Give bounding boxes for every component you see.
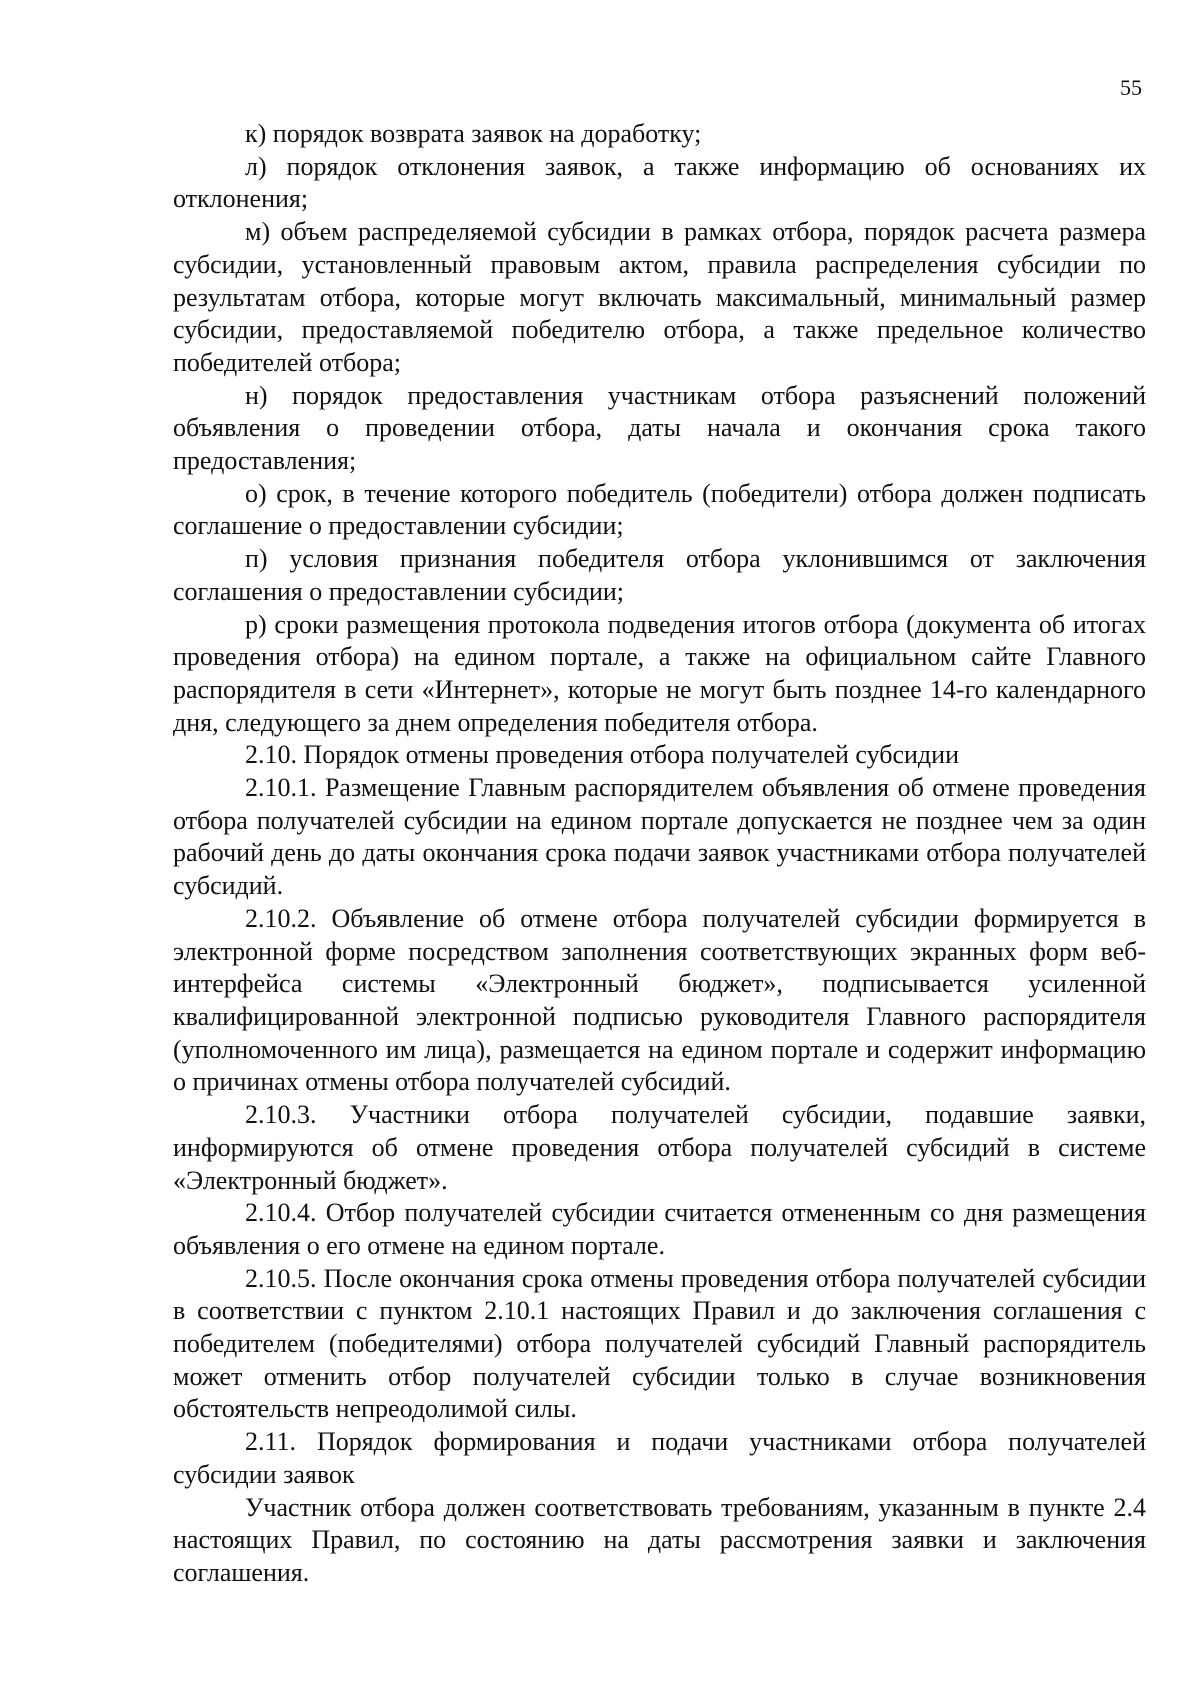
paragraph-2-10-5: 2.10.5. После окончания срока отмены проведения отбора получателей субсидии в соответствии с пунктом 2.10.1 настоящих Правил и до заключения соглашения с победителем (победителями) отбора получателей субсидий Главный распорядитель может отменить отбор получателей субсидии только в случае возникновения обстоятельств непреодолимой силы. (173, 1263, 1146, 1424)
paragraph-participant-requirements: Участник отбора должен соответствовать требованиям, указанным в пункте 2.4 настоящих Правил, по состоянию на даты рассмотрения заявки и заключения соглашения. (173, 1492, 1146, 1587)
paragraph-2-10-3: 2.10.3. Участники отбора получателей субсидии, подавшие заявки, информируются об отмене проведения отбора получателей субсидий в системе «Электронный бюджет». (173, 1100, 1146, 1195)
paragraph-p: п) условия признания победителя отбора уклонившимся от заключения соглашения о предоставлении субсидии; (173, 544, 1146, 606)
paragraph-2-10-1: 2.10.1. Размещение Главным распорядителем объявления об отмене проведения отбора получателей субсидии на едином портале допускается не позднее чем за один рабочий день до даты окончания срока подачи заявок участниками отбора получателей субсидий. (173, 773, 1146, 901)
paragraph-m: м) объем распределяемой субсидии в рамках отбора, порядок расчета размера субсидии, установленный правовым актом, правила распределения субсидии по результатам отбора, которые могут включать максимальный, минимальный размер субсидии, предоставляемой победителю отбора, а также предельное количество победителей отбора; (173, 217, 1146, 377)
paragraph-k: к) порядок возврата заявок на доработку; (245, 119, 702, 148)
section-heading-2-10: 2.10. Порядок отмены проведения отбора получателей субсидии (245, 740, 959, 770)
paragraph-l: л) порядок отклонения заявок, а также информацию об основаниях их отклонения; (173, 151, 1146, 214)
paragraph-n: н) порядок предоставления участникам отбора разъяснений положений объявления о проведении отбора, даты начала и окончания срока такого предоставления; (173, 380, 1146, 476)
document-body (173, 118, 1146, 1590)
section-heading-2-11: 2.11. Порядок формирования и подачи участниками отбора получателей субсидии заявок (173, 1427, 1146, 1489)
paragraph-o: о) срок, в течение которого победитель (победители) отбора должен подписать соглашение о предоставлении субсидии; (173, 478, 1146, 541)
paragraph-2-10-2: 2.10.2. Объявление об отмене отбора получателей субсидии формируется в электронной форме посредством заполнения соответствующих экранных форм веб-интерфейса системы «Электронный бюджет», подписывается усиленной квалифицированной электронной подписью руководителя Главного распорядителя (уполномоченного им лица), размещается на едином портале и содержит информацию о причинах отмены отбора получателей субсидий. (173, 903, 1146, 1097)
page-number: 55 (1120, 75, 1142, 100)
paragraph-r: р) сроки размещения протокола подведения итогов отбора (документа об итогах проведения отбора) на едином портале, а также на официальном сайте Главного распорядителя в сети «Интернет», которые не могут быть позднее 14-го календарного дня, следующего за днем определения победителя отбора. (173, 609, 1146, 737)
paragraph-2-10-4: 2.10.4. Отбор получателей субсидии считается отмененным со дня размещения объявления о его отмене на едином портале. (173, 1198, 1146, 1260)
